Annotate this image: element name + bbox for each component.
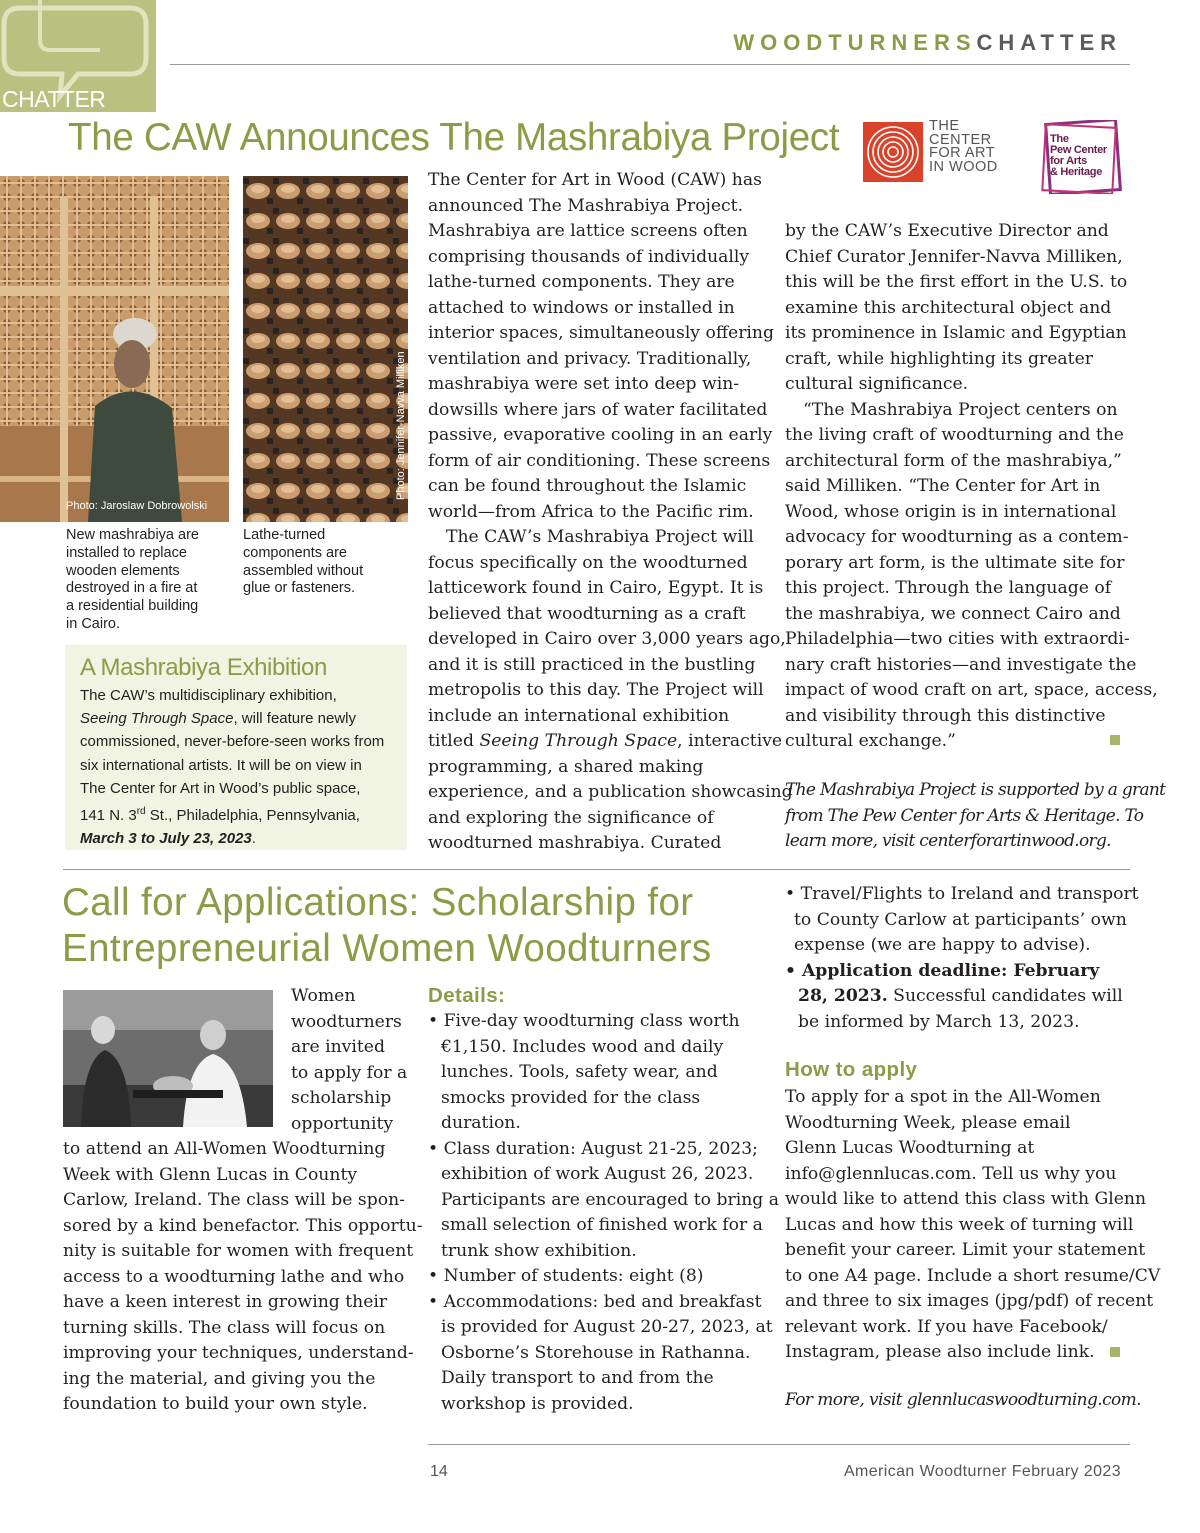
body-line: and exploring the significance of [428, 807, 714, 828]
body-line: to attend an All-Women Woodturning [63, 1139, 386, 1159]
caw-logo-line: CENTER [929, 131, 992, 148]
sidebar-line: six international artists. It will be on view in [80, 756, 362, 774]
mashrabiya-installation-photo [0, 176, 229, 522]
exhibition-title-italic: Seeing Through Space [80, 710, 234, 728]
address-text: St., Philadelphia, Pennsylvania, [145, 807, 360, 825]
body-line: impact of wood craft on art, space, access, [785, 680, 1158, 700]
sidebar-line [80, 707, 402, 730]
body-line: passive, evaporative cooling in an early [428, 425, 773, 445]
detail-line: small selection of finished work for a [441, 1215, 763, 1235]
body-line: foundation to build your own style. [63, 1394, 368, 1414]
header-rule [170, 64, 1130, 65]
body-line: info@glennlucas.com. Tell us why you [785, 1163, 1117, 1184]
publication-title: American Woodturner February 2023 [843, 1463, 1121, 1480]
headline-line: Entrepreneurial Women Woodturners [62, 927, 712, 970]
body-line: the mashrabiya, we connect Cairo and [785, 603, 1121, 624]
howto-text [785, 1085, 1161, 1366]
body-line: would like to attend this class with Glenn [785, 1189, 1147, 1209]
caw-logo-text [929, 120, 998, 174]
women-woodturners-photo [63, 990, 273, 1127]
body-line: relevant work. If you have Facebook/ [785, 1316, 1108, 1337]
details-heading: Details: [428, 984, 506, 1007]
body-line: this project. Through the language of [785, 578, 1112, 598]
body-line: are invited [291, 1037, 385, 1057]
body-line: benefit your career. Limit your statement [785, 1240, 1146, 1260]
body-line: comprising thousands of individually [428, 246, 750, 267]
body-line: world—from Africa to the Pacific rim. [428, 501, 754, 522]
body-line: ventilation and privacy. Traditionally, [428, 348, 752, 369]
body-line: this will be the first effort in the U.S. to [785, 272, 1128, 292]
detail-line: smocks provided for the class [441, 1087, 701, 1108]
detail-line: exhibition of work August 26, 2023. [441, 1164, 754, 1184]
sidebar-address [80, 800, 402, 827]
body-line: mashrabiya were set into deep win- [428, 374, 740, 394]
body-line: its prominence in Islamic and Egyptian [785, 323, 1127, 343]
detail-line: workshop is provided. [441, 1393, 634, 1414]
address-text: 141 N. 3 [80, 807, 137, 825]
body-line: form of air conditioning. These screens [428, 450, 771, 471]
detail-line: Participants are encouraged to bring a [441, 1189, 779, 1210]
detail-line: to County Carlow at participants’ own [794, 909, 1127, 930]
grant-note [785, 778, 1166, 855]
pew-logo-text [1050, 134, 1107, 178]
detail-line: • Accommodations: bed and breakfast [428, 1291, 762, 1312]
article1-column-b [785, 219, 1158, 755]
sidebar-line: commissioned, never-before-seen works from [80, 733, 385, 751]
deadline-bold: 28, 2023. [798, 986, 888, 1006]
body-line: the living craft of woodturning and the [785, 425, 1124, 445]
sidebar-line: The Center for Art in Wood’s public space, [80, 779, 361, 797]
body-line [428, 729, 783, 755]
caw-logo-line: FOR ART [929, 145, 996, 161]
body-line: to one A4 page. Include a short resume/CV [785, 1265, 1161, 1286]
sidebar-text-fragment: , will feature newly [233, 710, 357, 728]
body-line: by the CAW’s Executive Director and [785, 221, 1109, 241]
detail-line: Osborne’s Storehouse in Rathanna. [441, 1342, 751, 1363]
intro-text [63, 1137, 423, 1418]
body-line: opportunity [291, 1113, 394, 1134]
concentric-rings-icon [863, 122, 923, 182]
body-line: Women [291, 986, 356, 1006]
grant-note-line: from The Pew Center for Arts & Heritage. To [785, 805, 1144, 826]
body-line: Carlow, Ireland. The class will be spon- [63, 1190, 405, 1210]
body-line: woodturners [291, 1011, 402, 1032]
pew-logo [1040, 120, 1124, 194]
grant-note-line: The Mashrabiya Project is supported by a grant [785, 780, 1166, 800]
detail-line: • Class duration: August 21-25, 2023; [428, 1138, 758, 1159]
body-line: lathe-turned components. They are [428, 272, 735, 292]
article1-column-a [428, 168, 793, 857]
body-text-fragment: , interactive [677, 731, 783, 751]
body-line: To apply for a spot in the All-Women [785, 1087, 1101, 1107]
intro-wrap-text [291, 984, 411, 1137]
pew-logo-line: Pew Center [1050, 144, 1107, 156]
photo-credit-rotated [395, 260, 409, 500]
detail-line: €1,150. Includes wood and daily [441, 1036, 724, 1057]
body-line: Chief Curator Jennifer-Navva Milliken, [785, 246, 1123, 267]
body-line: can be found throughout the Islamic [428, 476, 747, 496]
address-superscript: rd [136, 806, 146, 818]
body-line: scholarship [291, 1088, 392, 1108]
end-mark-icon [1110, 1347, 1120, 1357]
body-line: focus specifically on the woodturned [428, 552, 748, 573]
sidebar-line: The CAW’s multidisciplinary exhibition, [80, 687, 337, 704]
detail-line: • Travel/Flights to Ireland and transport [785, 884, 1139, 904]
body-line: architectural form of the mashrabiya,” [785, 450, 1122, 471]
pew-logo-line: The [1050, 133, 1069, 145]
body-line: Instagram, please also include link. [785, 1342, 1095, 1362]
sidebar-dates [80, 827, 402, 850]
body-line: and three to six images (jpg/pdf) of recent [785, 1291, 1154, 1311]
body-text-fragment: titled [428, 731, 480, 751]
body-line: latticework found in Cairo, Egypt. It is [428, 578, 764, 598]
section-header-first: WOODTURNERS [733, 30, 977, 55]
body-line: ing the material, and giving you the [63, 1368, 376, 1389]
turned-components-photo [243, 176, 408, 522]
detail-line: duration. [441, 1113, 521, 1133]
photo-credit: Photo: Jaroslaw Dobrowolski [66, 500, 208, 512]
body-line: attached to windows or installed in [428, 297, 735, 318]
photo-credit-text: Photo: Jennifer-Navva Milliken [395, 351, 407, 500]
body-line: advocacy for woodturning as a contem- [785, 527, 1129, 547]
body-line: woodturned mashrabiya. Curated [428, 833, 722, 853]
body-line: include an international exhibition [428, 705, 730, 726]
body-line: developed in Cairo over 3,000 years ago, [428, 629, 786, 649]
page-number: 14 [430, 1463, 448, 1480]
sidebar-text-fragment: . [251, 830, 256, 848]
deadline-bold: • Application deadline: February [785, 960, 1100, 981]
grant-note-line: learn more, visit centerforartinwood.org. [785, 831, 1111, 851]
caw-logo-mark [863, 122, 923, 182]
body-line: believed that woodturning as a craft [428, 603, 746, 624]
sidebar-title: A Mashrabiya Exhibition [80, 654, 327, 681]
caw-logo-line: IN WOOD [929, 158, 998, 175]
end-mark-icon [1110, 735, 1120, 745]
detail-line: Daily transport to and from the [441, 1368, 714, 1388]
body-line: metropolis to this day. The Project will [428, 680, 764, 700]
body-line: improving your techniques, understand- [63, 1343, 414, 1363]
article-divider [63, 869, 1130, 870]
body-line: Glenn Lucas Woodturning at [785, 1138, 1035, 1158]
body-line: interior spaces, simultaneously offering [428, 323, 774, 343]
body-line: programming, a shared making [428, 756, 704, 777]
body-line: experience, and a publication showcasing [428, 782, 793, 802]
body-line: cultural exchange.” [785, 731, 956, 751]
body-line: announced The Mashrabiya Project. [428, 195, 744, 216]
body-line: Week with Glenn Lucas in County [63, 1164, 358, 1185]
exhibition-dates: March 3 to July 23, 2023 [80, 830, 252, 848]
exhibition-title-italic: Seeing Through Space [479, 731, 678, 751]
body-line: Philadelphia—two cities with extraordi- [785, 629, 1130, 649]
caw-logo-line: THE [929, 118, 960, 134]
detail-line: expense (we are happy to advise). [794, 935, 1091, 955]
body-line: nity is suitable for women with frequent [63, 1241, 414, 1261]
body-line: The Center for Art in Wood (CAW) has [428, 170, 762, 190]
body-line: porary art form, is the ultimate site for [785, 552, 1125, 573]
detail-line: • Number of students: eight (8) [428, 1266, 704, 1286]
photo-caption: New mashrabiya are installed to replace wooden elements destroyed in a fire at a residential building in Cairo. [66, 527, 199, 632]
body-line: “The Mashrabiya Project centers on [803, 399, 1118, 420]
body-line: dowsills where jars of water facilitated [428, 399, 768, 420]
article2-headline [62, 880, 762, 972]
right-bullets [785, 882, 1139, 1035]
body-line: Wood, whose origin is in international [785, 501, 1117, 522]
body-line: sored by a kind benefactor. This opportu- [63, 1215, 423, 1236]
howto-heading: How to apply [785, 1058, 918, 1081]
body-line: The CAW’s Mashrabiya Project will [446, 527, 754, 547]
body-line: examine this architectural object and [785, 297, 1112, 318]
details-list [428, 1009, 779, 1417]
body-line: and visibility through this distinctive [785, 705, 1106, 726]
body-line: turning skills. The class will focus on [63, 1317, 386, 1338]
body-line: access to a woodturning lathe and who [63, 1266, 405, 1287]
deadline-line [785, 959, 1125, 985]
article1-headline: The CAW Announces The Mashrabiya Project [68, 116, 840, 159]
detail-line: trunk show exhibition. [441, 1240, 637, 1261]
body-line: craft, while highlighting its greater [785, 348, 1093, 369]
detail-line: • Five-day woodturning class worth [428, 1011, 740, 1031]
more-info-note: For more, visit glennlucaswoodturning.com. [785, 1390, 1141, 1410]
body-line: to apply for a [291, 1062, 408, 1083]
chatter-tab-label: CHATTER [2, 86, 106, 112]
section-header [733, 30, 1122, 56]
photo-caption: Lathe-turned components are assembled without glue or fasteners. [243, 527, 364, 597]
body-line: Lucas and how this week of turning will [785, 1214, 1134, 1235]
body-line: cultural significance. [785, 374, 969, 394]
detail-line: is provided for August 20-27, 2023, at [441, 1317, 773, 1337]
detail-line: lunches. Tools, safety wear, and [441, 1062, 718, 1082]
deadline-line: be informed by March 13, 2023. [798, 1011, 1080, 1032]
caw-logo [863, 120, 1013, 184]
pew-logo-line: & Heritage [1050, 166, 1103, 178]
body-line: nary craft histories—and investigate the [785, 654, 1137, 675]
body-line: and it is still practiced in the bustling [428, 654, 756, 675]
section-header-second: CHATTER [976, 30, 1122, 55]
body-line: said Milliken. “The Center for Art in [785, 476, 1101, 496]
body-line: Mashrabiya are lattice screens often [428, 221, 748, 241]
headline-line: Call for Applications: Scholarship for [62, 881, 694, 924]
deadline-text: Successful candidates will [887, 986, 1123, 1006]
pew-logo-line: for Arts [1050, 155, 1087, 167]
body-line: Woodturning Week, please email [785, 1112, 1071, 1133]
deadline-line [785, 984, 1125, 1010]
body-line: have a keen interest in growing their [63, 1292, 388, 1312]
sidebar-text [80, 684, 402, 850]
footer-rule [428, 1444, 1130, 1445]
